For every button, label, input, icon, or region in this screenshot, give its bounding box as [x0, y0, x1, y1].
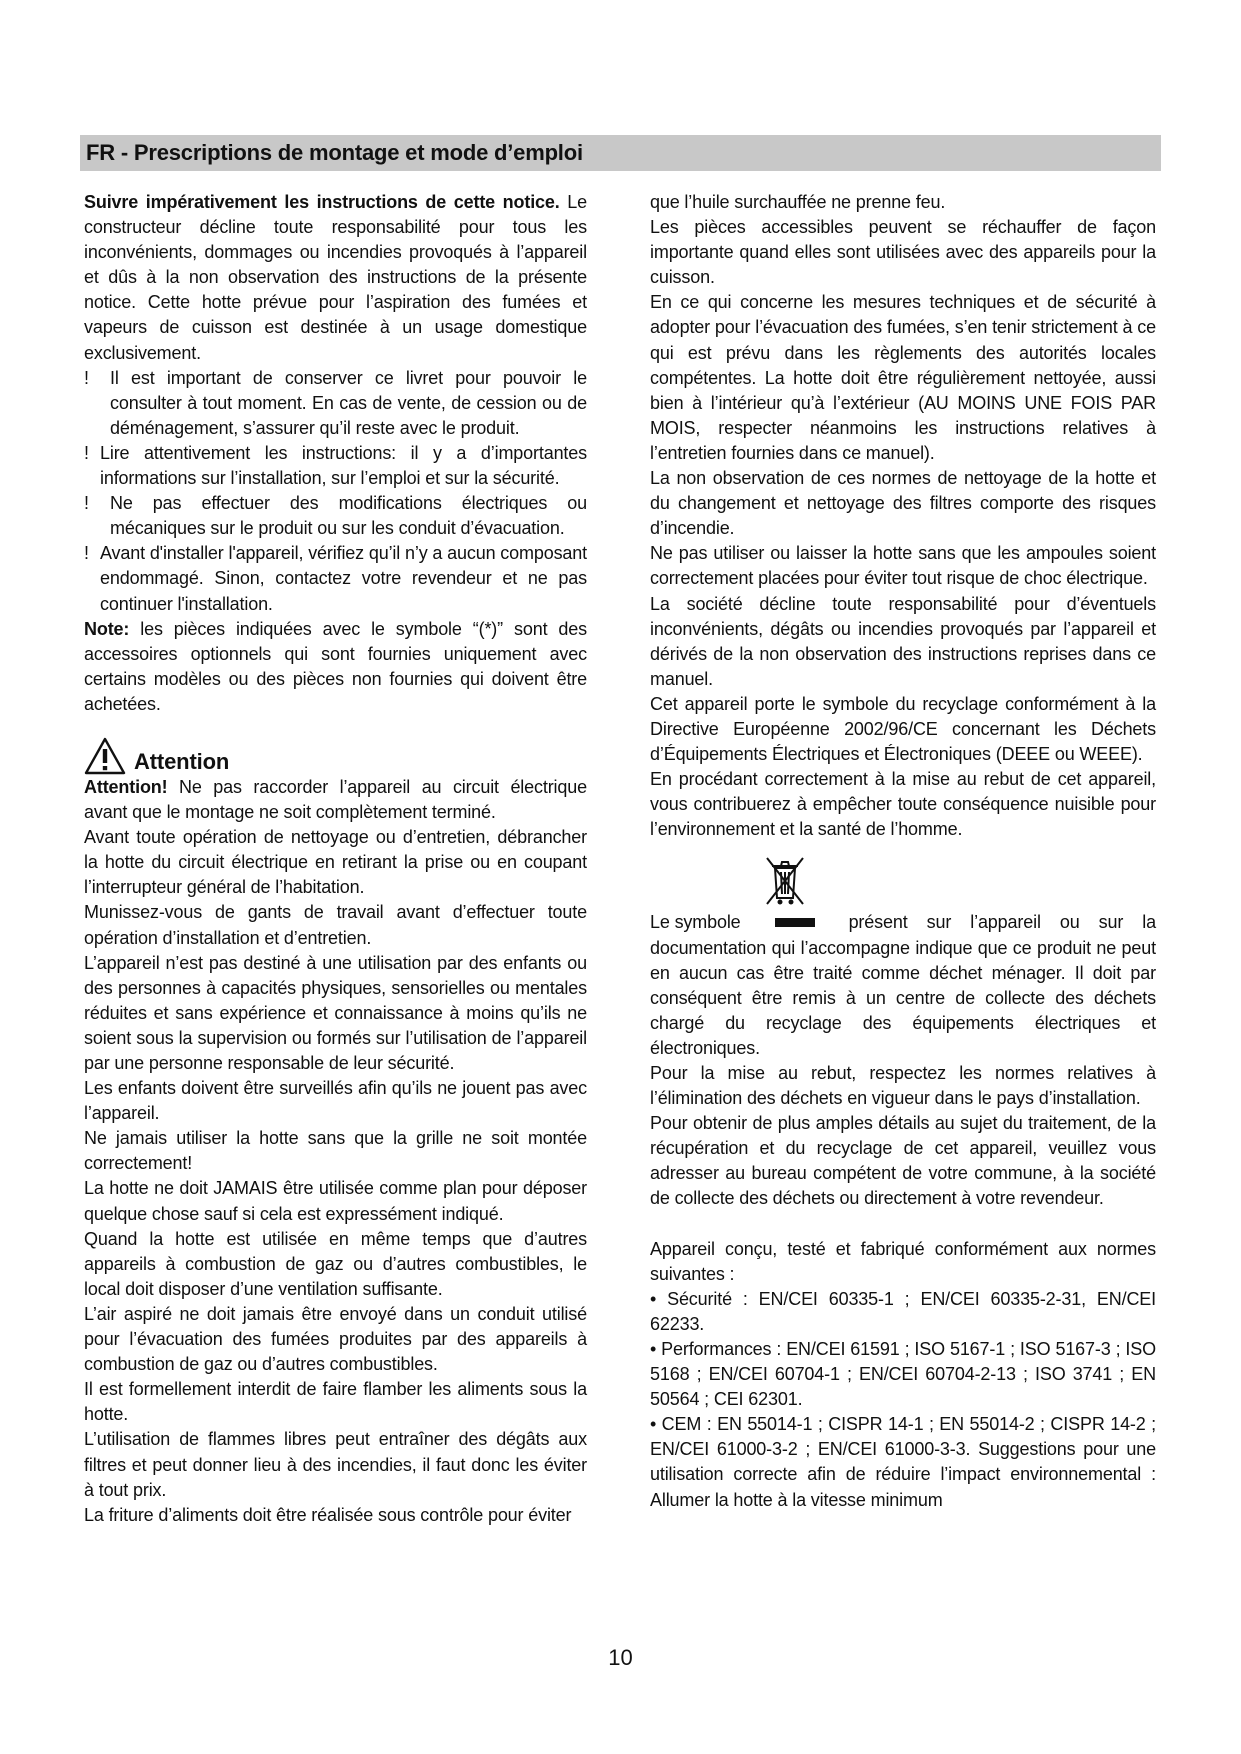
paragraph: Munissez-vous de gants de travail avant d’effectuer toute opération d’installation et d’entretien. — [84, 902, 587, 948]
attention-heading — [84, 731, 587, 775]
standard-item: • Sécurité : EN/CEI 60335-1 ; EN/CEI 60335-2-31, EN/CEI 62233. — [650, 1288, 1156, 1334]
section-header — [80, 135, 1161, 171]
paragraph: Avant toute opération de nettoyage ou d’entretien, débrancher la hotte du circuit électrique en retirant la prise ou en coupant l’interrupteur général de l’habitation. — [84, 827, 587, 898]
bullet-text: Avant d'installer l'appareil, vérifiez qu’il n’y a aucun composant endommagé. Sinon, contactez votre revendeur et ne pas continuer l'installation. — [100, 543, 587, 614]
right-column — [650, 190, 1156, 1513]
attention-bold: Attention! — [84, 776, 168, 797]
note-paragraph — [84, 617, 587, 717]
paragraph: L’appareil n’est pas destiné à une utilisation par des enfants ou des personnes à capacités physiques, sensorielles ou mentales réduites et sans expérience et connaissance à moins qu’ils ne soient sous la supervision ou formés sur l’utilisation de l’appareil par une personne responsable de leur sécurité. — [84, 952, 587, 1073]
paragraph: L’air aspiré ne doit jamais être envoyé dans un conduit utilisé pour l’évacuation des fumées produites par des appareils à combustion de gaz ou d’autres combustibles. — [84, 1303, 587, 1375]
paragraph: Ne pas utiliser ou laisser la hotte sans que les ampoules soient correctement placées pour éviter tout risque de choc électrique. — [650, 543, 1156, 589]
bullet-item — [84, 541, 587, 616]
paragraph: que l’huile surchauffée ne prenne feu. — [650, 192, 946, 212]
crossed-bin-icon — [763, 854, 807, 908]
standard-item: • Performances : EN/CEI 61591 ; ISO 5167-1 ; ISO 5167-3 ; ISO 5168 ; EN/CEI 60704-1 ; EN/CEI 60704-2-13 ; ISO 3741 ; EN 50564 ; CEI 62301. — [650, 1338, 1156, 1410]
paragraph: La friture d’aliments doit être réalisée sous contrôle pour éviter — [84, 1504, 572, 1525]
bullet-item — [84, 366, 587, 441]
paragraph: Pour obtenir de plus amples détails au sujet du traitement, de la récupération et du recyclage de cet appareil, veuillez vous adresser au bureau compétent de votre commune, à la société de collecte des déchets ou directement à votre revendeur. — [650, 1113, 1156, 1209]
attention-text: Ne pas raccorder l’appareil au circuit électrique avant que le montage ne soit complètement terminé. — [84, 776, 587, 823]
warning-triangle-icon — [84, 737, 126, 775]
intro-paragraph — [84, 190, 587, 366]
weee-symbol — [650, 854, 1156, 910]
paragraph: documentation qui l’accompagne indique que ce produit ne peut en aucun cas être traité comme déchet ménager. Il doit par conséquent être remis à un centre de collecte des déchets chargé du recyclage des équipements électriques et électroniques. — [650, 937, 1156, 1058]
intro-text: Le constructeur décline toute responsabilité pour tous les inconvénients, dommages ou incendies provoqués à l’appareil et dûs à la non observation des instructions de la présente notice. Cette hotte prévue pour l’aspiration des fumées et vapeurs de cuisson est destinée à un usage domestique exclusivement. — [84, 192, 588, 363]
intro-bold: Suivre impérativement les instructions de cette notice. — [84, 192, 560, 212]
bullet-item — [84, 491, 587, 541]
note-text: les pièces indiquées avec le symbole “(*)” sont des accessoires optionnels qui sont fournies uniquement avec certains modèles ou des pièces non fournies qui doivent être achetées. — [84, 618, 587, 714]
paragraph: Cet appareil porte le symbole du recyclage conformément à la Directive Européenne 2002/96/CE concernant les Déchets d’Équipements Électriques et Électroniques (DEEE ou WEEE). — [650, 693, 1156, 765]
attention-paragraph — [84, 775, 587, 825]
left-column — [84, 190, 587, 1528]
paragraph: Pour la mise au rebut, respectez les normes relatives à l’élimination des déchets en vigueur dans le pays d’installation. — [650, 1063, 1156, 1109]
standard-item: • CEM : EN 55014-1 ; CISPR 14-1 ; EN 55014-2 ; CISPR 14-2 ; EN/CEI 61000-3-2 ; EN/CEI 61000-3-3. Suggestions pour une utilisation correcte afin de réduire l’impact environnemental : Allumer la hotte à la vitesse minimum — [650, 1414, 1156, 1510]
paragraph: Quand la hotte est utilisée en même temps que d’autres appareils à combustion de gaz ou d’autres combustibles, le local doit disposer d’une ventilation suffisante. — [84, 1228, 587, 1299]
symbol-line — [650, 910, 1156, 935]
paragraph: La hotte ne doit JAMAIS être utilisée comme plan pour déposer quelque chose sauf si cela est expressément indiqué. — [84, 1178, 587, 1224]
note-label: Note: — [84, 618, 130, 639]
page-title: FR - Prescriptions de montage et mode d’emploi — [86, 140, 583, 165]
standards-intro: Appareil conçu, testé et fabriqué conformément aux normes suivantes : — [650, 1238, 1156, 1284]
spacer — [650, 1212, 1156, 1237]
symbol-prefix: Le symbole — [650, 912, 741, 933]
exclamation-icon: ! — [84, 442, 89, 463]
bullet-text: Lire attentivement les instructions: il y a d’importantes informations sur l’installation, sur l’emploi et sur la sécurité. — [100, 442, 587, 489]
paragraph: En ce qui concerne les mesures techniques et de sécurité à adopter pour l’évacuation des fumées, s’en tenir strictement à ce qui est prévu dans les règlements des autorités locales compétentes. La hotte doit être régulièrement nettoyée, aussi bien à l’intérieur qu’à l’extérieur (AU MOINS UNE FOIS PAR MOIS, respecter néanmoins les instructions relatives à l’entretien fournies dans ce manuel). — [650, 292, 1156, 463]
bullet-text: Ne pas effectuer des modifications électriques ou mécaniques sur le produit ou sur les conduit d’évacuation. — [110, 493, 587, 539]
page-number: 10 — [608, 1645, 633, 1670]
paragraph: Les pièces accessibles peuvent se réchauffer de façon importante quand elles sont utilisées avec des appareils pour la cuisson. — [650, 217, 1156, 288]
black-bar-symbol — [775, 918, 815, 927]
paragraph: Il est formellement interdit de faire flamber les aliments sous la hotte. — [84, 1379, 587, 1425]
paragraph: La société décline toute responsabilité pour d’éventuels inconvénients, dégâts ou incendies provoqués par l’appareil et dérivés de la non observation des instructions reprises dans ce manuel. — [650, 593, 1156, 689]
exclamation-icon: ! — [84, 543, 89, 564]
paragraph: Les enfants doivent être surveillés afin qu’ils ne jouent pas avec l’appareil. — [84, 1078, 587, 1124]
paragraph: Ne jamais utiliser la hotte sans que la grille ne soit montée correctement! — [84, 1128, 587, 1174]
paragraph: En procédant correctement à la mise au rebut de cet appareil, vous contribuerez à empêcher toute conséquence nuisible pour l’environnement et la santé de l’homme. — [650, 769, 1156, 840]
paragraph: L’utilisation de flammes libres peut entraîner des dégâts aux filtres et peut donner lieu à des incendies, il faut donc les éviter à tout prix. — [84, 1429, 587, 1500]
attention-title: Attention — [134, 748, 230, 774]
exclamation-icon: ! — [84, 493, 89, 514]
paragraph: La non observation de ces normes de nettoyage de la hotte et du changement et nettoyage des filtres comporte des risques d’incendie. — [650, 468, 1156, 539]
bullet-item — [84, 441, 587, 491]
bullet-text: Il est important de conserver ce livret pour pouvoir le consulter à tout moment. En cas de vente, de cession ou de déménagement, s’assurer qu’il reste avec le produit. — [110, 367, 587, 438]
symbol-suffix: présent sur l’appareil ou sur la — [848, 912, 1156, 933]
exclamation-icon: ! — [84, 367, 89, 388]
